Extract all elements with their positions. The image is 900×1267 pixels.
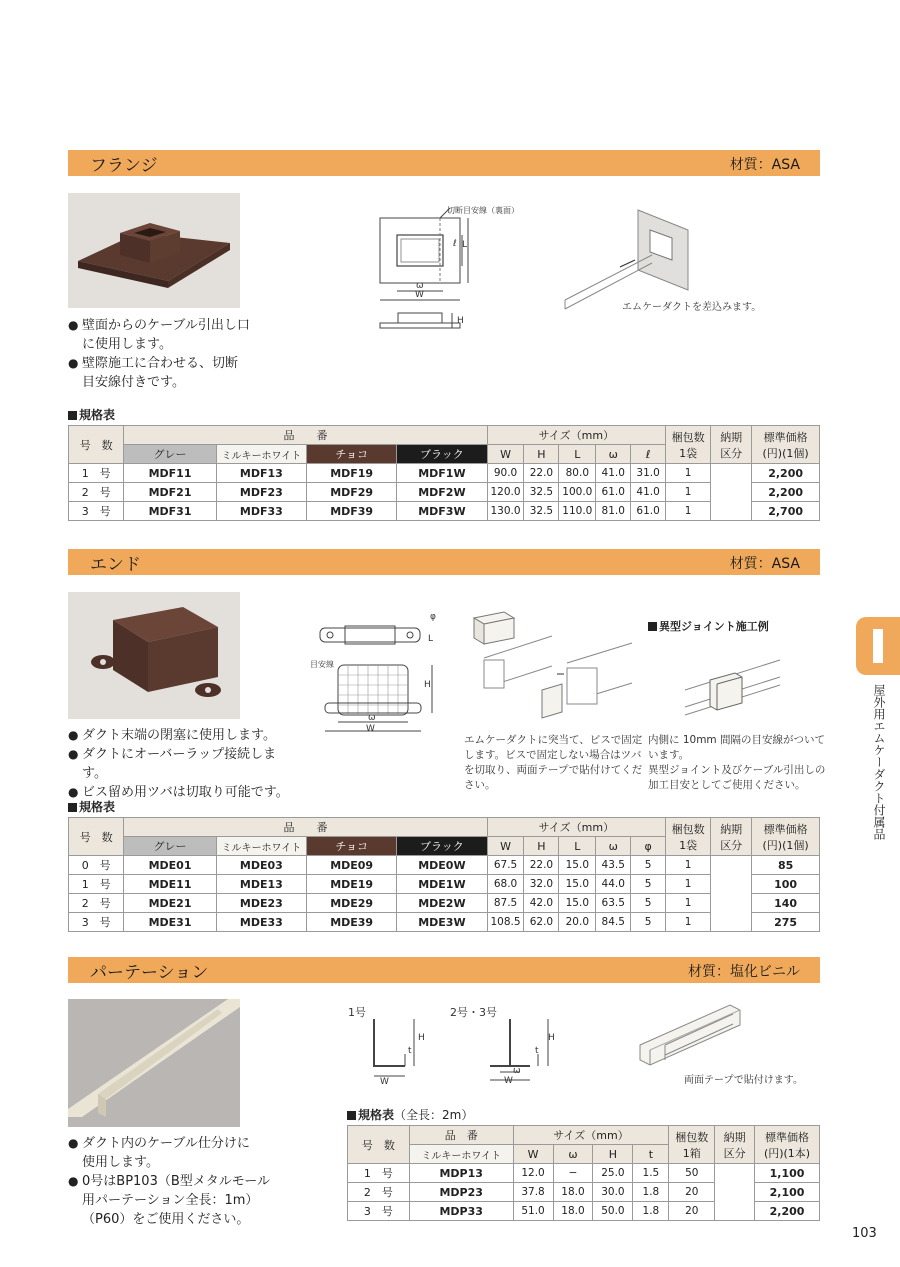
partition-install-illustration: [635, 1000, 745, 1080]
header-pack: 梱包数 1袋: [666, 818, 711, 856]
partition-spec-label: 規格表（全長：2m）: [347, 1106, 473, 1123]
table-row: 3 号 MDP33 51.0 18.0 50.0 1.8 20 2,200: [348, 1202, 820, 1221]
header-delivery: 納期 区分: [715, 1126, 755, 1164]
color-black: ブラック: [397, 445, 487, 464]
end-H-label: H: [424, 680, 431, 690]
table-row: 2 号 MDF21 MDF23 MDF29 MDF2W 120.0 32.5 100.0 61.0 41.0 1 2,200: [69, 483, 820, 502]
partition-no23-omega-label: ω: [513, 1066, 521, 1076]
end-joint-illustration: [680, 645, 790, 725]
header-product: 品 番: [124, 818, 487, 837]
size-col-H: H: [524, 445, 559, 464]
side-tab-bar-icon: [873, 629, 883, 663]
header-pack: 梱包数 1袋: [666, 426, 711, 464]
flange-material: 材質：ASA: [729, 157, 800, 173]
header-delivery: 納期 区分: [711, 818, 752, 856]
end-phi-label: φ: [430, 612, 436, 622]
end-photo: [68, 592, 240, 719]
end-omega-label: ω: [368, 713, 376, 723]
partition-install-caption: 両面テープで貼付けます。: [684, 1075, 803, 1086]
size-col-phi: φ: [631, 837, 666, 856]
flange-section-bar: [68, 150, 820, 176]
end-bullet-1: ● ダクト末端の閉塞に使用します。: [68, 726, 298, 745]
header-price: 標準価格 (円)(1個): [752, 818, 820, 856]
partition-bullets: [68, 1134, 278, 1229]
partition-no23-label: 2号・3号: [450, 1006, 497, 1019]
square-marker-icon: [648, 622, 657, 631]
size-col-H: H: [593, 1145, 633, 1164]
end-joint-title: 異型ジョイント施工例: [648, 618, 769, 634]
partition-no23-H-label: H: [548, 1033, 555, 1043]
color-gray: グレー: [124, 445, 216, 464]
color-white: ミルキーホワイト: [409, 1145, 513, 1164]
flange-omega-label: ω: [416, 281, 424, 291]
flange-dimension-drawing: [370, 203, 520, 333]
square-marker-icon: [68, 803, 77, 812]
end-bullet-2: ● ダクトにオーバーラップ接続します。: [68, 745, 298, 783]
end-bullet-3: ● ビス留め用ツバは切取り可能です。: [68, 783, 298, 802]
size-col-t: t: [633, 1145, 669, 1164]
partition-no23-drawing: [480, 1014, 560, 1094]
size-col-L: L: [559, 837, 596, 856]
flange-bullet-1b: に使用します。: [82, 337, 172, 352]
table-row: 1 号 MDP13 12.0 − 25.0 1.5 50 1,100: [348, 1164, 820, 1183]
header-no: 号 数: [348, 1126, 410, 1164]
table-row: 3 号 MDF31 MDF33 MDF39 MDF3W 130.0 32.5 110.0 81.0 61.0 1 2,700: [69, 502, 820, 521]
table-row: 1 号 MDE11 MDE13 MDE19 MDE1W 68.0 32.0 15.0 44.0 5 1 100: [69, 875, 820, 894]
end-material: 材質：ASA: [729, 556, 800, 572]
flange-W-label: W: [415, 290, 424, 300]
partition-no23-W-label: W: [504, 1076, 513, 1086]
size-col-omega: ω: [596, 445, 631, 464]
end-joint-note: 内側に 10mm 間隔の目安線がついて います。 異型ジョイント及びケーブル引出しの 加工目安としてご使用ください。: [648, 734, 826, 791]
color-gray: グレー: [124, 837, 216, 856]
header-no: 号 数: [69, 426, 124, 464]
color-white: ミルキーホワイト: [216, 837, 306, 856]
size-col-l: ℓ: [631, 445, 666, 464]
size-col-W: W: [513, 1145, 553, 1164]
header-price: 標準価格 (円)(1本): [755, 1126, 820, 1164]
color-black: ブラック: [397, 837, 487, 856]
header-price: 標準価格 (円)(1個): [752, 426, 820, 464]
partition-no1-t-label: t: [408, 1046, 412, 1056]
flange-bullet-2b: 目安線付きです。: [82, 375, 185, 390]
flange-spec-table: [68, 425, 820, 521]
side-tab-text: 屋外用エムケーダクト付属品: [872, 684, 886, 840]
size-col-omega: ω: [553, 1145, 593, 1164]
flange-L-label: L: [462, 240, 468, 250]
flange-bullet-1: ● 壁面からのケーブル引出し口: [68, 316, 268, 335]
end-section-bar: [68, 549, 820, 575]
size-col-H: H: [524, 837, 559, 856]
partition-section-bar: [68, 957, 820, 983]
color-choco: チョコ: [307, 837, 397, 856]
page-number: 103: [852, 1226, 877, 1241]
partition-bullet-2b: 用パーテーション全長：1m）: [82, 1193, 259, 1208]
header-size: サイズ（mm）: [487, 426, 665, 445]
partition-bullet-1b: 使用します。: [82, 1155, 159, 1170]
end-install-note: エムケーダクトに突当て、ビスで固定 します。ビスで固定しない場合はツバ を切取り、両面テープで貼付けてくだ さい。: [464, 734, 643, 791]
end-install-illustration: [462, 608, 640, 726]
flange-photo: [68, 193, 240, 308]
flange-title: フランジ: [90, 156, 158, 176]
header-no: 号 数: [69, 818, 124, 856]
partition-no23-t-label: t: [535, 1046, 539, 1056]
flange-cut-line-label: 切断目安線（裏面）: [447, 206, 519, 215]
end-cut-line-label: 目安線: [310, 660, 334, 669]
size-col-omega: ω: [596, 837, 631, 856]
header-product: 品 番: [409, 1126, 513, 1145]
partition-bullet-2c: （P60）をご使用ください。: [82, 1212, 250, 1227]
header-size: サイズ（mm）: [487, 818, 665, 837]
header-delivery: 納期 区分: [711, 426, 752, 464]
partition-spec-table: [347, 1125, 820, 1221]
end-L-label: L: [428, 634, 434, 644]
partition-title: パーテーション: [90, 963, 209, 983]
color-choco: チョコ: [307, 445, 397, 464]
flange-spec-label: 規格表: [68, 406, 115, 423]
partition-photo: [68, 999, 240, 1127]
partition-no1-drawing: [360, 1014, 440, 1094]
end-W-label: W: [366, 724, 375, 734]
header-pack: 梱包数 1箱: [669, 1126, 715, 1164]
end-bullets: [68, 726, 298, 802]
size-col-W: W: [487, 445, 524, 464]
flange-bullets: [68, 316, 268, 392]
partition-no1-H-label: H: [418, 1033, 425, 1043]
partition-bullet-2: ● 0号はBP103（B型メタルモール: [68, 1172, 278, 1191]
table-row: 2 号 MDE21 MDE23 MDE29 MDE2W 87.5 42.0 15.0 63.5 5 1 140: [69, 894, 820, 913]
header-size: サイズ（mm）: [513, 1126, 669, 1145]
partition-material: 材質：塩化ビニル: [688, 964, 800, 980]
flange-l-small-label: ℓ: [453, 239, 457, 249]
color-white: ミルキーホワイト: [216, 445, 306, 464]
side-index-tab: [856, 617, 900, 675]
end-spec-label: 規格表: [68, 798, 115, 815]
square-marker-icon: [347, 1111, 356, 1120]
table-row: 0 号 MDE01 MDE03 MDE09 MDE0W 67.5 22.0 15.0 43.5 5 1 85: [69, 856, 820, 875]
partition-no1-label: 1号: [348, 1006, 366, 1019]
header-product: 品 番: [124, 426, 487, 445]
size-col-W: W: [487, 837, 524, 856]
table-row: 3 号 MDE31 MDE33 MDE39 MDE3W 108.5 62.0 20.0 84.5 5 1 275: [69, 913, 820, 932]
end-spec-table: [68, 817, 820, 932]
table-row: 2 号 MDP23 37.8 18.0 30.0 1.8 20 2,100: [348, 1183, 820, 1202]
flange-H-label: H: [457, 316, 464, 326]
table-row: 1 号 MDF11 MDF13 MDF19 MDF1W 90.0 22.0 80.0 41.0 31.0 1 2,200: [69, 464, 820, 483]
partition-no1-W-label: W: [380, 1077, 389, 1087]
size-col-L: L: [559, 445, 596, 464]
flange-bullet-2: ● 壁際施工に合わせる、切断: [68, 354, 268, 373]
flange-install-caption: エムケーダクトを差込みます。: [622, 302, 762, 313]
end-title: エンド: [90, 555, 141, 575]
square-marker-icon: [68, 411, 77, 420]
partition-bullet-1: ● ダクト内のケーブル仕分けに: [68, 1134, 278, 1153]
